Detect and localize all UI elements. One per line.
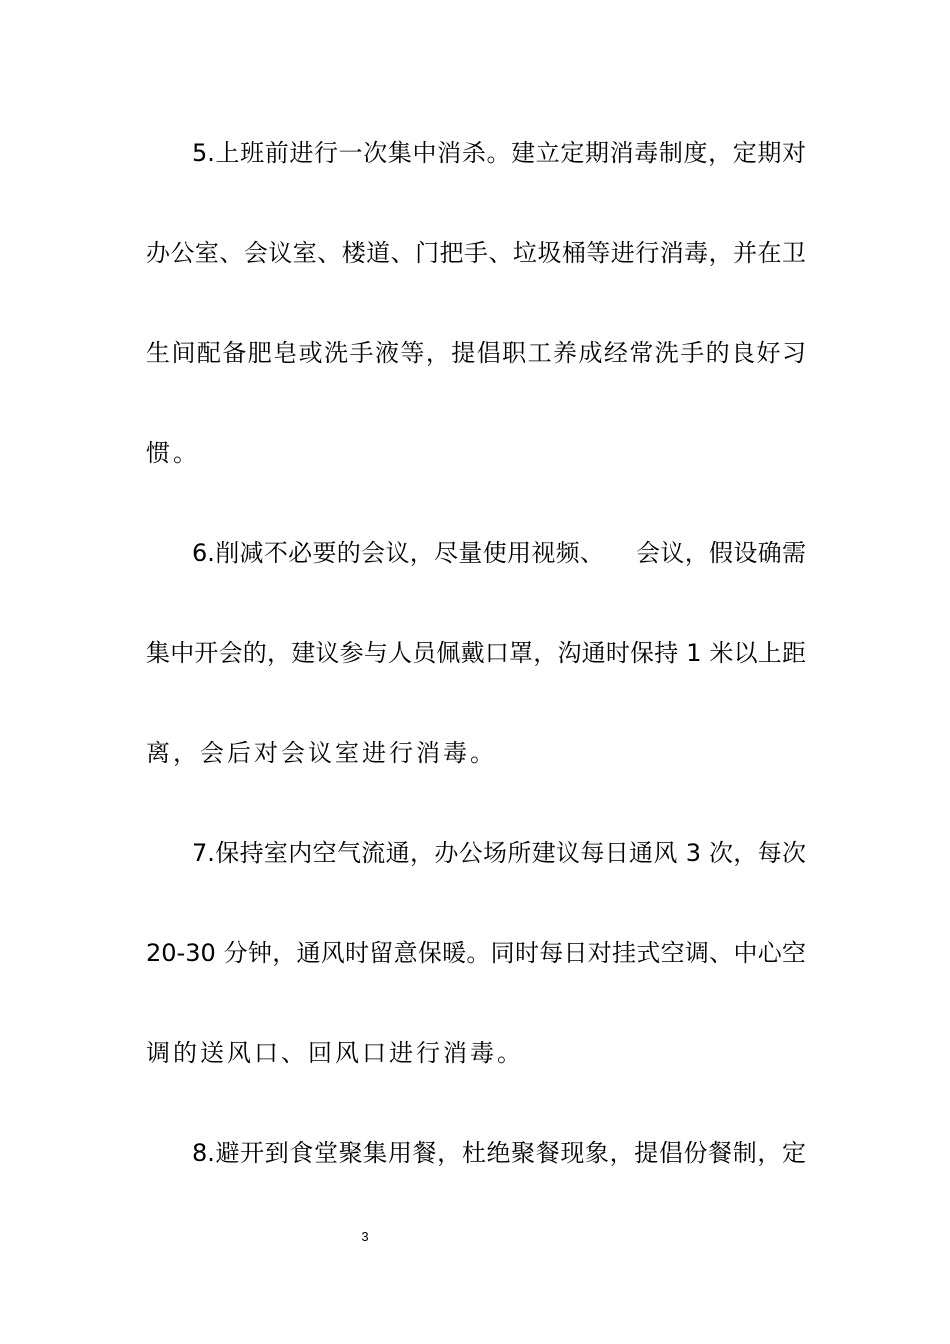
paragraph-7-line-1: 7.保持室内空气流通，办公场所建议每日通风 3 次，每次 bbox=[192, 839, 806, 867]
paragraph-6-line-1: 6.削减不必要的会议，尽量使用视频、 会议，假设确需 bbox=[192, 539, 806, 567]
paragraph-8-line-1: 8.避开到食堂聚集用餐，杜绝聚餐现象，提倡份餐制，定 bbox=[192, 1139, 806, 1167]
paragraph-5-line-3: 生间配备肥皂或洗手液等，提倡职工养成经常洗手的良好习 bbox=[146, 339, 806, 367]
paragraph-5-line-2: 办公室、会议室、楼道、门把手、垃圾桶等进行消毒，并在卫 bbox=[146, 239, 806, 267]
paragraph-6-line-2: 集中开会的，建议参与人员佩戴口罩，沟通时保持 1 米以上距 bbox=[146, 639, 806, 667]
paragraph-6-line-3: 离，会后对会议室进行消毒。 bbox=[146, 739, 497, 767]
page-number: 3 bbox=[361, 1229, 369, 1244]
paragraph-7-line-2: 20-30 分钟，通风时留意保暖。同时每日对挂式空调、中心空 bbox=[146, 939, 806, 967]
paragraph-5-line-1: 5.上班前进行一次集中消杀。建立定期消毒制度，定期对 bbox=[192, 139, 806, 167]
paragraph-5-line-4: 惯。 bbox=[146, 439, 200, 467]
paragraph-7-line-3: 调的送风口、回风口进行消毒。 bbox=[146, 1039, 524, 1067]
